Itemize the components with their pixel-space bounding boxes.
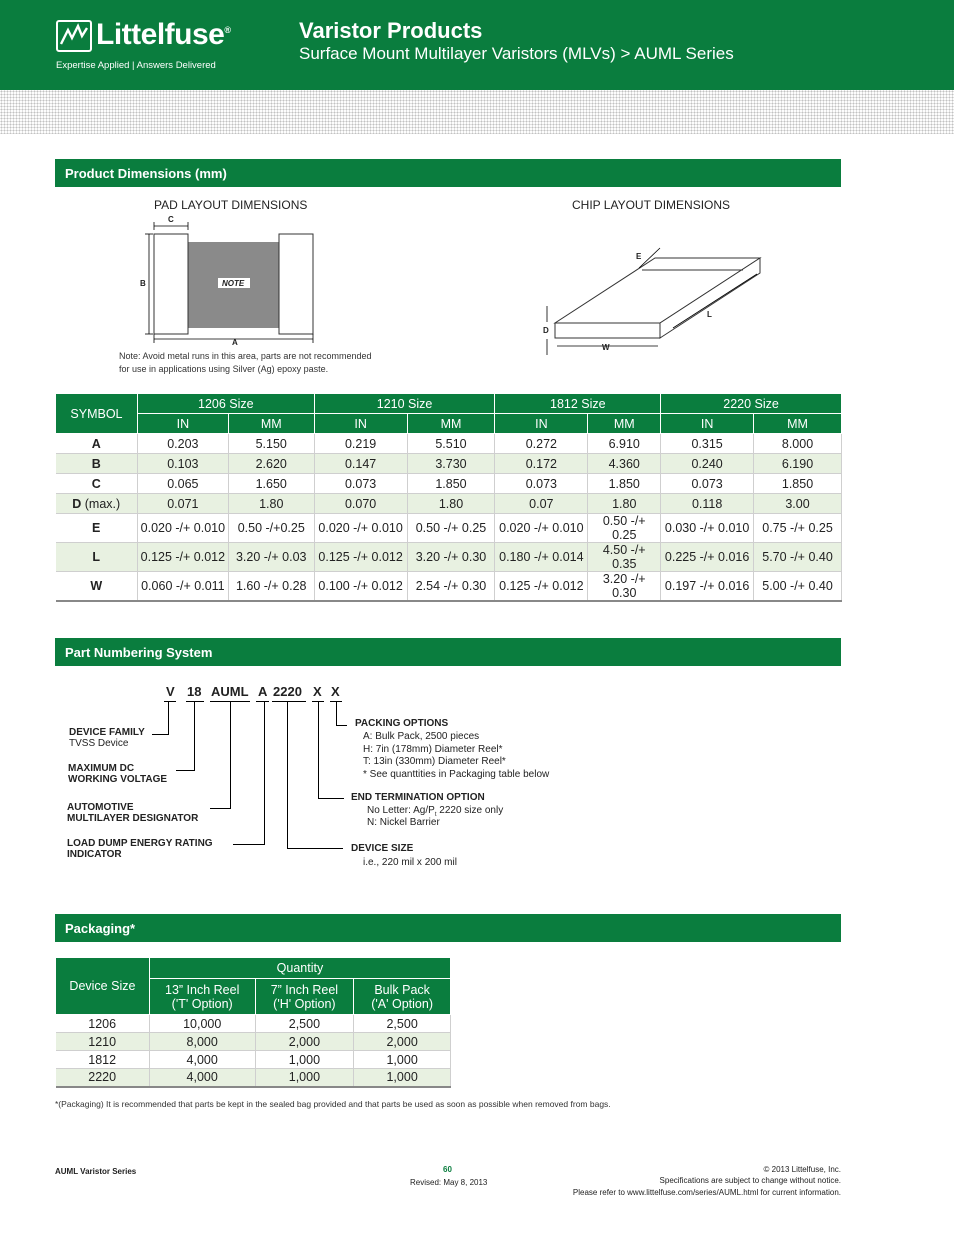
- dimension-value: 3.20 -/+ 0.03: [228, 543, 314, 572]
- dimension-row: [56, 474, 842, 494]
- unit-header: IN: [137, 414, 228, 434]
- dimension-value: 3.730: [407, 454, 495, 474]
- device-size-header: Device Size: [56, 958, 150, 1015]
- dimension-value: 0.125 -/+ 0.012: [137, 543, 228, 572]
- dimension-value: 0.118: [661, 494, 754, 514]
- packaging-column-header: 7” Inch Reel ('H' Option): [255, 979, 354, 1015]
- pn-end-termination-title: END TERMINATION OPTION: [351, 792, 485, 803]
- pn-code-termination: X: [313, 684, 322, 699]
- dimension-value: 3.20 -/+ 0.30: [588, 572, 661, 602]
- pn-end-termination-desc1: No Letter: $Ag/P_t$ 2220 size only: [367, 805, 504, 818]
- chip-layout-caption: CHIP LAYOUT DIMENSIONS: [572, 198, 731, 212]
- packaging-cell: 8,000: [149, 1033, 255, 1051]
- packaging-cell: 1206: [56, 1015, 150, 1033]
- pad-layout-caption: PAD LAYOUT DIMENSIONS: [154, 198, 308, 212]
- dimension-value: 5.510: [407, 434, 495, 454]
- dimension-row: [56, 454, 842, 474]
- dimension-value: 0.50 -/+0.25: [228, 514, 314, 543]
- dimension-symbol: D (max.): [56, 494, 138, 514]
- dimension-value: 3.00: [754, 494, 842, 514]
- dimension-value: 0.030 -/+ 0.010: [661, 514, 754, 543]
- page-subtitle: Surface Mount Multilayer Varistors (MLVs) > AUML Series: [299, 44, 734, 63]
- pn-code-voltage: 18: [187, 684, 202, 699]
- dimension-value: 1.80: [588, 494, 661, 514]
- dimension-value: 0.073: [661, 474, 754, 494]
- dimension-value: 6.910: [588, 434, 661, 454]
- pad-note-label: NOTE: [222, 279, 245, 288]
- packaging-cell: 2220: [56, 1069, 150, 1087]
- packaging-row: [56, 1033, 451, 1051]
- packaging-cell: 2,000: [255, 1033, 354, 1051]
- packaging-cell: 1,000: [354, 1051, 451, 1069]
- logo-tagline: Expertise Applied | Answers Delivered: [56, 60, 216, 71]
- dimension-value: 1.850: [588, 474, 661, 494]
- unit-header: MM: [754, 414, 842, 434]
- dimension-value: 0.07: [495, 494, 588, 514]
- unit-header: IN: [495, 414, 588, 434]
- fuse-logo-icon: [56, 20, 92, 52]
- packaging-cell: 2,000: [354, 1033, 451, 1051]
- dimension-value: 0.197 -/+ 0.016: [661, 572, 754, 602]
- dimension-row: [56, 494, 842, 514]
- dimension-value: 5.150: [228, 434, 314, 454]
- page-title: Varistor Products: [299, 18, 483, 43]
- dimension-value: 0.180 -/+ 0.014: [495, 543, 588, 572]
- packaging-cell: 1,000: [255, 1069, 354, 1087]
- pn-code-size: 2220: [273, 684, 302, 699]
- dimension-value: 1.850: [754, 474, 842, 494]
- section-part-numbering-title: Part Numbering System: [55, 638, 841, 666]
- pad-dim-c-label: C: [168, 215, 174, 224]
- section-packaging-title: Packaging*: [55, 914, 841, 942]
- packaging-column-header: Bulk Pack ('A' Option): [354, 979, 451, 1015]
- unit-header: IN: [314, 414, 407, 434]
- dimension-value: 0.50 -/+ 0.25: [407, 514, 495, 543]
- dimension-symbol: B: [56, 454, 138, 474]
- dimension-value: 0.065: [137, 474, 228, 494]
- dimension-value: 0.240: [661, 454, 754, 474]
- unit-header: IN: [661, 414, 754, 434]
- dimension-value: 0.225 -/+ 0.016: [661, 543, 754, 572]
- pn-automotive-title: AUTOMOTIVE MULTILAYER DESIGNATOR: [67, 802, 199, 824]
- dimension-value: 0.073: [314, 474, 407, 494]
- packaging-cell: 1210: [56, 1033, 150, 1051]
- dimension-value: 0.172: [495, 454, 588, 474]
- quantity-header: Quantity: [149, 958, 450, 979]
- footer-revised: Revised: May 8, 2013: [410, 1178, 488, 1187]
- packaging-cell: 1,000: [354, 1069, 451, 1087]
- dimension-value: 0.020 -/+ 0.010: [314, 514, 407, 543]
- unit-header: MM: [228, 414, 314, 434]
- dimension-value: 0.071: [137, 494, 228, 514]
- dimension-value: 1.850: [407, 474, 495, 494]
- dimension-value: 0.020 -/+ 0.010: [495, 514, 588, 543]
- dimension-value: 3.20 -/+ 0.30: [407, 543, 495, 572]
- pad-note-line-1: Note: Avoid metal runs in this area, parts are not recommended: [119, 351, 372, 361]
- pn-device-family-desc: TVSS Device: [69, 738, 129, 749]
- pn-load-dump-title: LOAD DUMP ENERGY RATING INDICATOR: [67, 838, 213, 860]
- dimension-value: 5.00 -/+ 0.40: [754, 572, 842, 602]
- dimension-symbol: A: [56, 434, 138, 454]
- pn-code-a: A: [258, 684, 268, 699]
- pn-code-auml: AUML: [211, 684, 249, 699]
- dot-pattern-band: [0, 90, 954, 134]
- unit-header: MM: [588, 414, 661, 434]
- packaging-row: [56, 1051, 451, 1069]
- packaging-cell: 4,000: [149, 1051, 255, 1069]
- packaging-cell: 1,000: [255, 1051, 354, 1069]
- dimension-value: 0.125 -/+ 0.012: [495, 572, 588, 602]
- section-dimensions-title: Product Dimensions (mm): [55, 159, 841, 187]
- size-header: 1210 Size: [314, 394, 495, 414]
- pn-code-packing: X: [331, 684, 340, 699]
- dimension-value: 2.620: [228, 454, 314, 474]
- chip-layout-diagram: [535, 238, 775, 358]
- logo-wordmark: Littelfuse®: [96, 18, 231, 51]
- dimensions-table: [55, 393, 842, 602]
- chip-dim-d-label: D: [543, 326, 549, 335]
- size-header: 1206 Size: [137, 394, 314, 414]
- dimension-value: 0.219: [314, 434, 407, 454]
- packaging-table: [55, 957, 451, 1088]
- chip-dim-w-label: W: [602, 343, 610, 352]
- pad-dim-a-label: A: [232, 338, 238, 347]
- dimension-value: 0.315: [661, 434, 754, 454]
- chip-dim-e-label: E: [636, 252, 642, 261]
- packaging-cell: 4,000: [149, 1069, 255, 1087]
- size-header: 2220 Size: [661, 394, 842, 414]
- dimension-value: 8.000: [754, 434, 842, 454]
- dimension-symbol: L: [56, 543, 138, 572]
- dimension-value: 0.75 -/+ 0.25: [754, 514, 842, 543]
- symbol-header: SYMBOL: [56, 394, 138, 434]
- dimension-row: [56, 543, 842, 572]
- footer-page-number: 60: [443, 1165, 452, 1174]
- dimension-value: 1.80: [228, 494, 314, 514]
- pn-device-size-desc: i.e., 220 mil x 200 mil: [363, 857, 457, 868]
- footer-spec-notice: Specifications are subject to change without notice.: [659, 1176, 841, 1185]
- dimension-symbol: C: [56, 474, 138, 494]
- footer-refer-link[interactable]: Please refer to www.littelfuse.com/series/AUML.html for current information.: [572, 1188, 841, 1197]
- dimension-value: 5.70 -/+ 0.40: [754, 543, 842, 572]
- dimension-value: 0.203: [137, 434, 228, 454]
- pn-end-termination-desc2: N: Nickel Barrier: [367, 817, 440, 828]
- packaging-cell: 10,000: [149, 1015, 255, 1033]
- pn-device-family-title: DEVICE FAMILY: [69, 727, 145, 738]
- dimension-row: [56, 434, 842, 454]
- dimension-value: 0.020 -/+ 0.010: [137, 514, 228, 543]
- dimension-value: 1.80: [407, 494, 495, 514]
- footer-copyright: © 2013 Littelfuse, Inc.: [763, 1165, 841, 1174]
- size-header: 1812 Size: [495, 394, 661, 414]
- packaging-footnote: *(Packaging) It is recommended that parts be kept in the sealed bag provided and that parts be used as soon as possible when removed from bags.: [55, 1099, 611, 1109]
- dimension-value: 1.60 -/+ 0.28: [228, 572, 314, 602]
- dimension-value: 0.147: [314, 454, 407, 474]
- dimension-value: 1.650: [228, 474, 314, 494]
- dimension-value: 0.060 -/+ 0.011: [137, 572, 228, 602]
- dimension-row: [56, 514, 842, 543]
- dimension-value: 2.54 -/+ 0.30: [407, 572, 495, 602]
- dimension-value: 0.125 -/+ 0.012: [314, 543, 407, 572]
- page-header: [0, 0, 954, 90]
- dimension-value: 0.272: [495, 434, 588, 454]
- pad-note-line-2: for use in applications using Silver (Ag) epoxy paste.: [119, 364, 329, 374]
- chip-dim-l-label: L: [707, 310, 712, 319]
- dimension-value: 4.50 -/+ 0.35: [588, 543, 661, 572]
- dimension-symbol: W: [56, 572, 138, 602]
- pn-device-size-title: DEVICE SIZE: [351, 843, 414, 854]
- footer-series: AUML Varistor Series: [55, 1167, 137, 1176]
- pn-max-dc-title: MAXIMUM DC WORKING VOLTAGE: [68, 763, 168, 785]
- dimension-value: 0.100 -/+ 0.012: [314, 572, 407, 602]
- packaging-column-header: 13” Inch Reel ('T' Option): [149, 979, 255, 1015]
- packaging-row: [56, 1015, 451, 1033]
- dimension-value: 0.070: [314, 494, 407, 514]
- packaging-cell: 2,500: [255, 1015, 354, 1033]
- dimension-value: 0.103: [137, 454, 228, 474]
- pn-packing-title: PACKING OPTIONS: [355, 718, 449, 729]
- pad-dim-b-label: B: [140, 279, 146, 288]
- dimension-value: 4.360: [588, 454, 661, 474]
- dimension-value: 0.073: [495, 474, 588, 494]
- packaging-row: [56, 1069, 451, 1087]
- pn-packing-desc: A: Bulk Pack, 2500 pieces H: 7in (178mm) Diameter Reel* T: 13in (330mm) Diameter Reel* * See quanttities in Packaging table below: [363, 731, 550, 780]
- dimension-symbol: E: [56, 514, 138, 543]
- unit-header: MM: [407, 414, 495, 434]
- dimension-value: 6.190: [754, 454, 842, 474]
- pn-code-v: V: [166, 684, 175, 699]
- dimension-row: [56, 572, 842, 602]
- dimension-value: 0.50 -/+ 0.25: [588, 514, 661, 543]
- packaging-cell: 1812: [56, 1051, 150, 1069]
- packaging-cell: 2,500: [354, 1015, 451, 1033]
